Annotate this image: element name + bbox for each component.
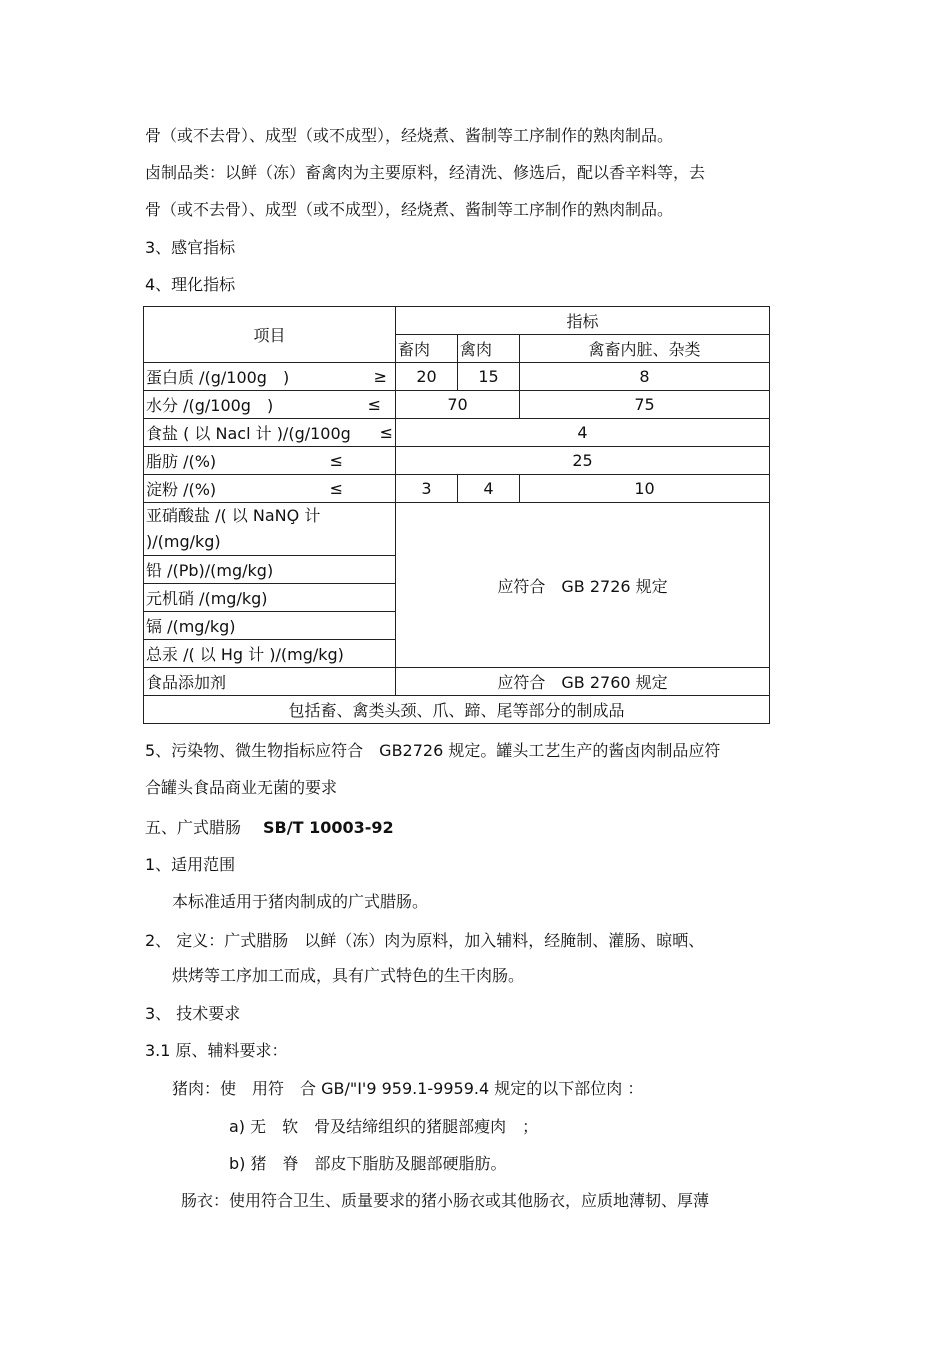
cell-value: 25	[396, 447, 770, 475]
table-row	[144, 447, 770, 475]
cell-value: 应符合 GB 2760 规定	[396, 668, 770, 696]
table-note: 包括畜、禽类头颈、爪、蹄、尾等部分的制成品	[144, 696, 770, 724]
section-heading: 3.1 原、辅料要求：	[145, 1041, 288, 1060]
cell-value: 75	[520, 391, 770, 419]
section-title	[145, 818, 394, 838]
text-line: 卤制品类：以鲜（冻）畜禽肉为主要原料，经清洗、修选后，配以香辛料等，去	[145, 163, 706, 182]
cell-value: 8	[520, 363, 770, 391]
section-heading: 1、适用范围	[145, 855, 236, 874]
table-row	[144, 668, 770, 696]
cell-value: 15	[458, 363, 520, 391]
text-line: 骨（或不去骨）、成型（或不成型），经烧煮、酱制等工序制作的熟肉制品。	[145, 200, 674, 219]
text-line: 本标准适用于猪肉制成的广式腊肠。	[172, 892, 429, 911]
row-label: 总汞 /( 以 Hg 计 )/(mg/kg)	[144, 640, 396, 668]
table-row	[144, 696, 770, 724]
row-label: 食盐 ( 以 Nacl 计 )/(g/100g ≤	[144, 419, 396, 447]
table-row	[144, 503, 770, 556]
section-heading: 3、感官指标	[145, 238, 236, 257]
header-livestock: 畜肉	[396, 335, 458, 363]
row-label: 元机硝 /(mg/kg)	[144, 584, 396, 612]
cell-value: 4	[458, 475, 520, 503]
cell-value: 70	[396, 391, 520, 419]
text-line: 5、污染物、微生物指标应符合 GB2726 规定。罐头工艺生产的酱卤肉制品应符	[145, 741, 721, 760]
section-heading: 3、 技术要求	[145, 1004, 241, 1023]
row-label: 亚硝酸盐 /( 以 NaNO̧ 计 )/(mg/kg)	[144, 503, 396, 556]
cell-value: 10	[520, 475, 770, 503]
physicochemical-table	[143, 306, 770, 724]
text-line: 烘烤等工序加工而成，具有广式特色的生干肉肠。	[172, 966, 525, 985]
row-label: 食品添加剂	[144, 668, 396, 696]
text-line: 肠衣：使用符合卫生、质量要求的猪小肠衣或其他肠衣，应质地薄韧、厚薄	[181, 1191, 710, 1210]
header-index: 指标	[396, 307, 770, 335]
text-line: 2、 定义：广式腊肠 以鲜（冻）肉为原料，加入辅料，经腌制、灌肠、晾晒、	[145, 931, 705, 950]
row-label: 镉 /(mg/kg)	[144, 612, 396, 640]
header-item: 项目	[144, 307, 396, 363]
cell-value: 4	[396, 419, 770, 447]
section-heading: 4、理化指标	[145, 275, 236, 294]
header-offal: 禽畜内脏、杂类	[520, 335, 770, 363]
row-label: 铅 /(Pb)/(mg/kg)	[144, 556, 396, 584]
text-line: 骨（或不去骨）、成型（或不成型），经烧煮、酱制等工序制作的熟肉制品。	[145, 126, 674, 145]
cell-value: 应符合 GB 2726 规定	[396, 503, 770, 668]
list-item: a) 无 软 骨及结缔组织的猪腿部瘦肉 ；	[229, 1117, 539, 1136]
cell-value: 3	[396, 475, 458, 503]
text-line: 合罐头食品商业无菌的要求	[145, 778, 338, 797]
standard-code: SB/T 10003-92	[263, 818, 394, 837]
row-label: 淀粉 /(%) ≤	[144, 475, 396, 503]
table-row	[144, 475, 770, 503]
header-poultry: 禽肉	[458, 335, 520, 363]
section-title-text: 五、广式腊肠	[145, 818, 242, 837]
row-label: 蛋白质 /(g/100g ) ≥	[144, 363, 396, 391]
text-line: 猪肉：使 用符 合 GB/"I'9 959.1-9959.4 规定的以下部位肉 ：	[172, 1079, 644, 1098]
table-row	[144, 391, 770, 419]
row-label: 水分 /(g/100g ) ≤	[144, 391, 396, 419]
table-row	[144, 363, 770, 391]
list-item: b) 猪 脊 部皮下脂肪及腿部硬脂肪。	[229, 1154, 507, 1173]
cell-value: 20	[396, 363, 458, 391]
table-row	[144, 419, 770, 447]
row-label: 脂肪 /(%) ≤	[144, 447, 396, 475]
